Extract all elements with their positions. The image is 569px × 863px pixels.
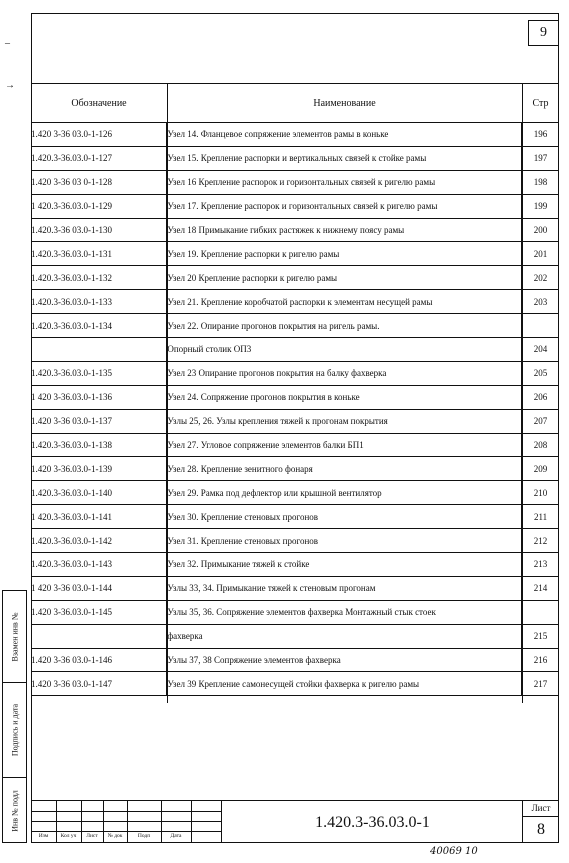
table-row (31, 505, 559, 529)
row-page: 196 (522, 123, 559, 146)
row-designation: 1.420.3-36.03.0-1-138 (31, 433, 167, 457)
header-designation: Обозначение (71, 98, 127, 109)
row-name: Опорный столик ОП3 (167, 338, 522, 362)
margin-stamp (2, 590, 27, 843)
table-row (31, 457, 559, 481)
row-designation (31, 338, 167, 362)
row-designation: 1.420 3-36 03.0-1-137 (31, 409, 167, 433)
row-page: 215 (522, 624, 559, 648)
table-row (31, 218, 559, 242)
row-designation: 1.420.3-36.03.0-1-135 (31, 361, 167, 385)
row-page (522, 314, 559, 338)
row-page: 217 (522, 672, 559, 696)
table-row (31, 600, 559, 624)
revision-grid (31, 801, 221, 842)
table-row (31, 433, 559, 457)
table-header (31, 83, 559, 123)
row-name: Узлы 25, 26. Узлы крепления тяжей к прогонам покрытия (167, 409, 522, 433)
page-number: 9 (528, 20, 559, 46)
row-page (522, 600, 559, 624)
table-row (31, 553, 559, 577)
sheet-number: 8 (537, 821, 545, 838)
table-row (31, 648, 559, 672)
stamp-replaced-inv: Взамен инв № (10, 612, 19, 661)
table-row (31, 242, 559, 266)
row-page: 214 (522, 576, 559, 600)
row-page: 213 (522, 553, 559, 577)
row-page: 205 (522, 361, 559, 385)
row-name: Узлы 35, 36. Сопряжение элементов фахверка Монтажный стык стоек (167, 600, 522, 624)
contents-table (31, 123, 559, 696)
column-divider (167, 123, 168, 703)
row-page: 209 (522, 457, 559, 481)
label-date: Дата (170, 833, 182, 839)
header-name: Наименование (313, 98, 376, 109)
row-name: Узлы 37, 38 Сопряжение элементов фахверка (167, 648, 522, 672)
row-designation: 1.420.3-36.03.0-1-131 (31, 242, 167, 266)
binding-mark: → (5, 80, 15, 91)
row-designation: 1 420.3-36.03.0-1-129 (31, 194, 167, 218)
title-block (31, 800, 559, 843)
row-designation: 1.420 3-36 03.0-1-146 (31, 648, 167, 672)
row-name: фахверка (167, 624, 522, 648)
row-page: 201 (522, 242, 559, 266)
row-name: Узел 27. Угловое сопряжение элементов балки БП1 (167, 433, 522, 457)
row-page: 211 (522, 505, 559, 529)
row-name: Узел 22. Опирание прогонов покрытия на ригель рамы. (167, 314, 522, 338)
row-name: Узел 29. Рамка под дефлектор или крышной вентилятор (167, 481, 522, 505)
row-name: Узел 18 Примыкание гибких растяжек к нижнему поясу рамы (167, 218, 522, 242)
label-izm: Изм (38, 833, 49, 839)
row-page: 198 (522, 170, 559, 194)
row-name: Узел 31. Крепление стеновых прогонов (167, 529, 522, 553)
row-designation: 1.420 3-36 03.0-1-147 (31, 672, 167, 696)
table-row (31, 146, 559, 170)
stamp-sign-date: Подпись и дата (10, 703, 19, 757)
row-designation: 1 420.3-36.03.0-1-141 (31, 505, 167, 529)
table-row (31, 529, 559, 553)
row-page: 208 (522, 433, 559, 457)
table-row (31, 266, 559, 290)
row-name: Узел 23 Опирание прогонов покрытия на балку фахверка (167, 361, 522, 385)
row-name: Узел 19. Крепление распорки к ригелю рамы (167, 242, 522, 266)
row-name: Узел 32. Примыкание тяжей к стойке (167, 553, 522, 577)
row-designation: 1 420 3-36.03.0-1-136 (31, 385, 167, 409)
row-name: Узел 30. Крепление стеновых прогонов (167, 505, 522, 529)
row-designation: 1.420.3-36.03.0-1-143 (31, 553, 167, 577)
stamp-inv-original: Инв № подл (10, 790, 19, 832)
row-page: 200 (522, 218, 559, 242)
header-page: Стр (532, 98, 549, 109)
table-row (31, 123, 559, 146)
table-row (31, 361, 559, 385)
row-designation: 1.420 3-36 03.0-1-126 (31, 123, 167, 146)
row-name: Узел 39 Крепление самонесущей стойки фахверка к ригелю рамы (167, 672, 522, 696)
row-page: 202 (522, 266, 559, 290)
row-name: Узел 24. Сопряжение прогонов покрытия в коньке (167, 385, 522, 409)
row-designation: 1.420.3-36.03.0-1-133 (31, 290, 167, 314)
table-row (31, 624, 559, 648)
row-page: 212 (522, 529, 559, 553)
row-designation: 1.420.3-36.03.0-1-132 (31, 266, 167, 290)
row-name: Узел 28. Крепление зенитного фонаря (167, 457, 522, 481)
label-kol-uch: Кол уч (60, 833, 77, 839)
label-list: Лист (86, 833, 98, 839)
table-row (31, 576, 559, 600)
table-row (31, 481, 559, 505)
table-row (31, 672, 559, 696)
table-row (31, 194, 559, 218)
row-name: Узел 15. Крепление распорки и вертикальных связей к стойке рамы (167, 146, 522, 170)
row-page: 207 (522, 409, 559, 433)
binding-mark: – (5, 38, 10, 49)
column-divider (522, 123, 523, 703)
row-page: 203 (522, 290, 559, 314)
row-page: 199 (522, 194, 559, 218)
row-name: Узел 14. Фланцевое сопряжение элементов рамы в коньке (167, 123, 522, 146)
row-page: 206 (522, 385, 559, 409)
label-signature: Подп (137, 833, 151, 839)
handwritten-number: 40069 10 (430, 846, 478, 857)
row-designation: 1.420 3-36 03 0-1-128 (31, 170, 167, 194)
row-designation: 1.420.3-36.03.0-1-140 (31, 481, 167, 505)
row-page: 216 (522, 648, 559, 672)
row-name: Узлы 33, 34. Примыкание тяжей к стеновым прогонам (167, 576, 522, 600)
row-name: Узел 16 Крепление распорок и горизонтальных связей к ригелю рамы (167, 170, 522, 194)
row-designation (31, 624, 167, 648)
row-name: Узел 20 Крепление распорки к ригелю рамы (167, 266, 522, 290)
table-row (31, 314, 559, 338)
row-designation: 1 420 3-36 03.0-1-144 (31, 576, 167, 600)
row-designation: 1.420.3-36.03.0-1-142 (31, 529, 167, 553)
table-row (31, 409, 559, 433)
row-name: Узел 21. Крепление коробчатой распорки к элементам несущей рамы (167, 290, 522, 314)
row-designation: 1.420 3-36.03.0-1-139 (31, 457, 167, 481)
document-code: 1.420.3-36.03.0-1 (221, 801, 523, 842)
sheet-label: Лист (523, 801, 559, 817)
table-row (31, 170, 559, 194)
row-designation: 1.420.3-36.03.0-1-127 (31, 146, 167, 170)
row-name: Узел 17. Крепление распорок и горизонтальных связей к ригелю рамы (167, 194, 522, 218)
row-page: 197 (522, 146, 559, 170)
table-row (31, 385, 559, 409)
row-page: 204 (522, 338, 559, 362)
sheet-cell (522, 801, 559, 842)
label-doc-no: № док (107, 833, 123, 839)
row-designation: 1.420.3-36.03.0-1-134 (31, 314, 167, 338)
row-designation: 1.420 3-36.03.0-1-145 (31, 600, 167, 624)
table-row (31, 290, 559, 314)
row-designation: 1.420.3-36 03.0-1-130 (31, 218, 167, 242)
table-row (31, 338, 559, 362)
row-page: 210 (522, 481, 559, 505)
